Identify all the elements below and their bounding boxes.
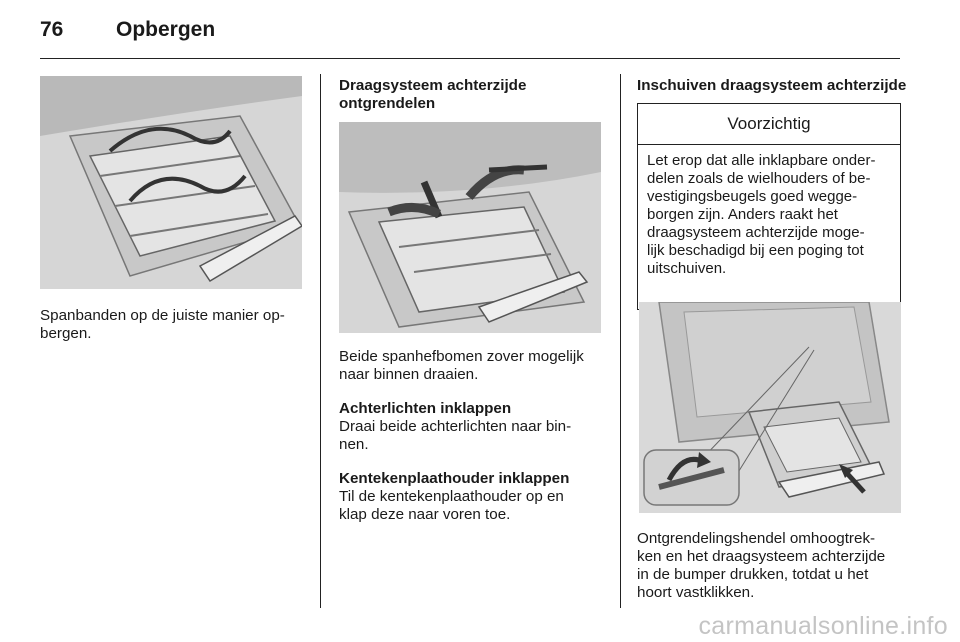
figure-strap-storage xyxy=(40,76,302,289)
caption-line: Ontgrendelingshendel omhoogtrek- xyxy=(637,530,876,547)
section-text: klap deze naar voren toe. xyxy=(339,506,511,523)
caption-line: Spanbanden op de juiste manier op- xyxy=(40,307,285,324)
caption-line: in de bumper drukken, totdat u het xyxy=(637,566,869,583)
caption-line: hoort vastklikken. xyxy=(637,584,755,601)
warning-line: delen zoals de wielhouders of be- xyxy=(647,170,871,187)
warning-title: Voorzichtig xyxy=(638,104,900,145)
heading-line: Draagsysteem achterzijde xyxy=(339,77,527,94)
column-divider-left xyxy=(320,74,321,608)
section-text: Til de kentekenplaathouder op en xyxy=(339,488,564,505)
column-divider-right xyxy=(620,74,621,608)
figure-tension-levers xyxy=(339,122,601,333)
heading-unlock-carrier xyxy=(339,77,609,113)
caption-line: naar binnen draaien. xyxy=(339,366,479,383)
warning-line: uitschuiven. xyxy=(647,260,727,277)
warning-line: draagsysteem achterzijde moge- xyxy=(647,224,865,241)
warning-box xyxy=(637,103,901,310)
caption-tension-levers xyxy=(339,348,611,384)
caption-line: Beide spanhefbomen zover mogelijk xyxy=(339,348,584,365)
caption-line: bergen. xyxy=(40,325,92,342)
section-fold-lights xyxy=(339,400,611,454)
warning-line: vestigingsbeugels goed wegge- xyxy=(647,188,858,205)
page-number: 76 xyxy=(40,18,64,41)
heading-retract-carrier: Inschuiven draagsysteem achterzijde xyxy=(637,77,907,94)
section-fold-plate-holder xyxy=(339,470,611,524)
caption-release-handle xyxy=(637,530,927,602)
warning-line: Let erop dat alle inklapbare onder- xyxy=(647,152,876,169)
figure-release-handle xyxy=(639,302,901,513)
section-text: nen. xyxy=(339,436,369,453)
header-rule xyxy=(40,58,900,59)
caption-strap-storage xyxy=(40,307,310,343)
caption-line: ken en het draagsysteem achterzijde xyxy=(637,548,886,565)
section-text: Draai beide achterlichten naar bin- xyxy=(339,418,572,435)
section-heading: Achterlichten inklappen xyxy=(339,400,512,417)
warning-line: lijk beschadigd bij een poging tot xyxy=(647,242,864,259)
section-heading: Kentekenplaathouder inklappen xyxy=(339,470,570,487)
footer-watermark: carmanualsonline.info xyxy=(698,612,948,640)
warning-line: borgen zijn. Anders raakt het xyxy=(647,206,838,223)
warning-text xyxy=(638,145,900,278)
page-title: Opbergen xyxy=(116,18,216,41)
heading-line: ontgrendelen xyxy=(339,95,436,112)
